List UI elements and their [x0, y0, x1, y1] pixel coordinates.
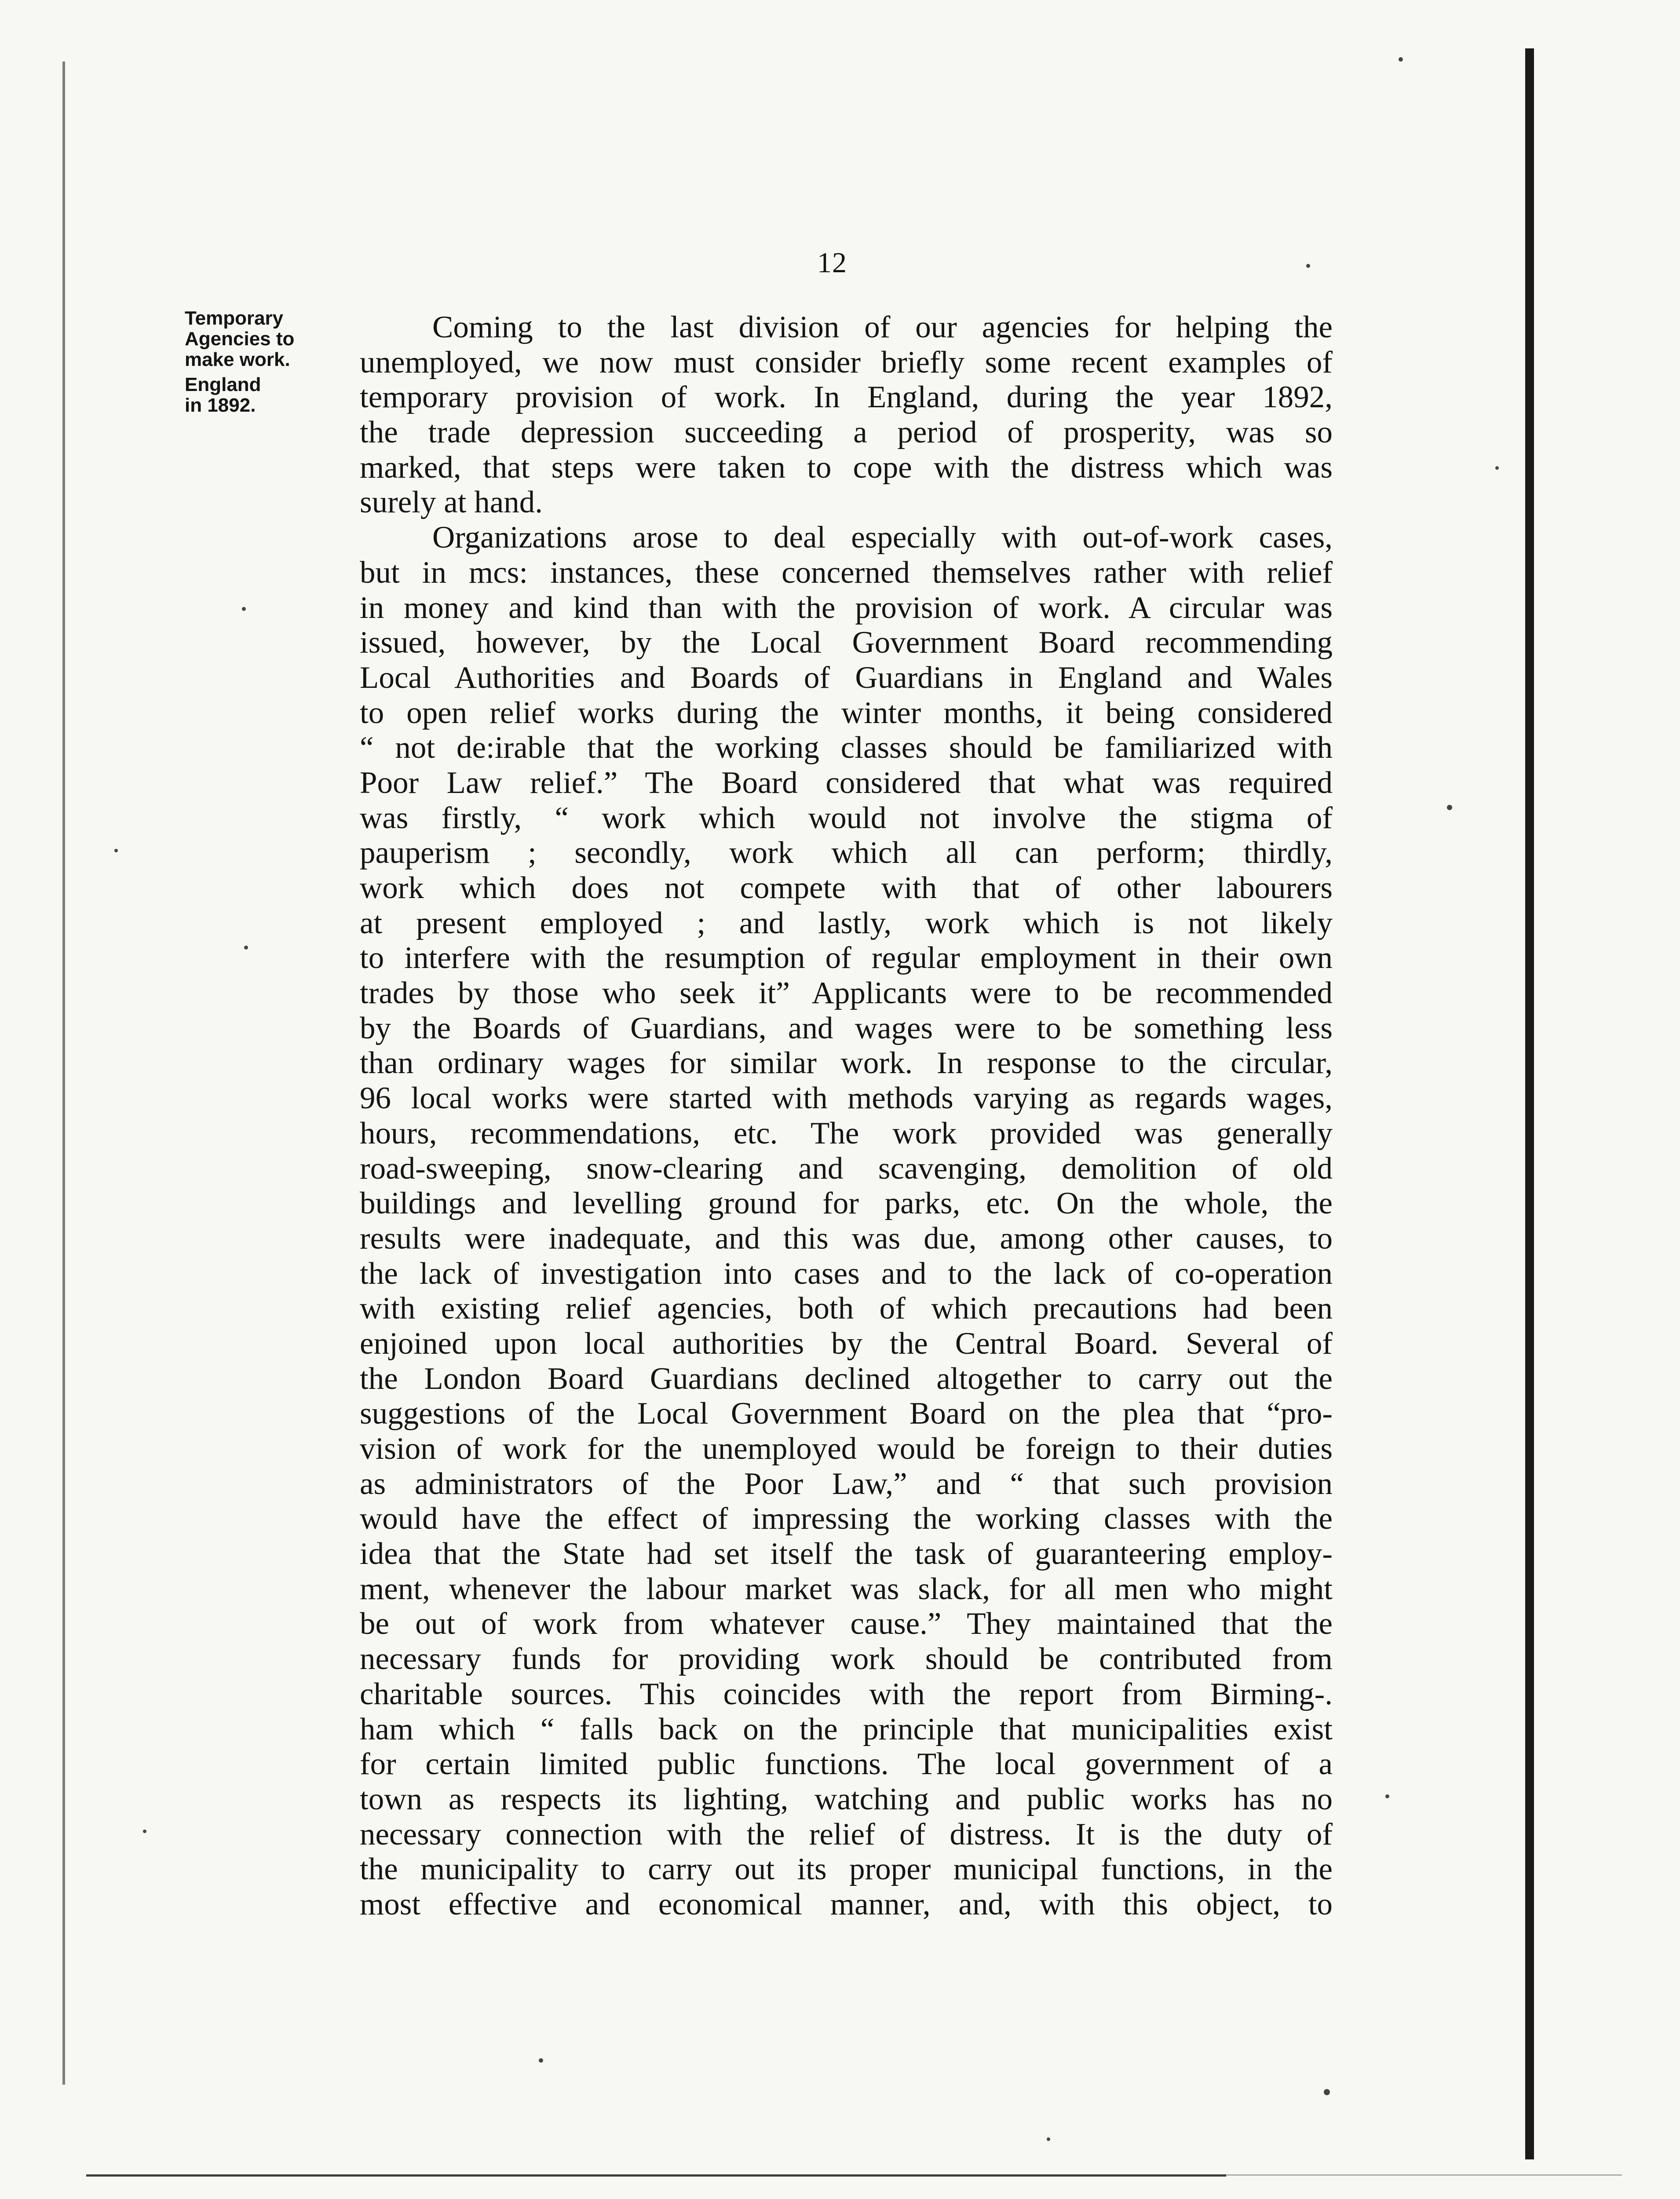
- text-line: with existing relief agencies, both of which precautions had been: [360, 1291, 1333, 1326]
- text-line: marked, that steps were taken to cope with the distress which was: [360, 450, 1333, 485]
- bottom-edge-line-faint: [1226, 2174, 1622, 2176]
- text-line: ham which “ falls back on the principle that municipalities exist: [360, 1712, 1333, 1746]
- body-text: [360, 310, 1333, 1922]
- margin-note-line: Agencies to: [185, 328, 295, 350]
- text-line: hours, recommendations, etc. The work provided was generally: [360, 1116, 1333, 1151]
- text-line: be out of work from whatever cause.” They maintained that the: [360, 1607, 1333, 1641]
- text-line: surely at hand.: [360, 485, 543, 520]
- scan-speck: [1047, 2137, 1050, 2141]
- text-line: in money and kind than with the provision of work. A circular was: [360, 590, 1333, 625]
- text-line: vision of work for the unemployed would be foreign to their duties: [360, 1432, 1333, 1466]
- scan-speck: [539, 2058, 543, 2063]
- text-line: charitable sources. This coincides with the report from Birming-.: [360, 1677, 1333, 1711]
- text-line: necessary connection with the relief of distress. It is the duty of: [360, 1817, 1333, 1852]
- left-binding-edge: [62, 62, 65, 2085]
- text-line: the trade depression succeeding a period of prosperity, was so: [360, 415, 1333, 450]
- margin-note-block: [185, 374, 369, 416]
- scan-speck: [244, 946, 248, 950]
- text-line: was firstly, “ work which would not involve the stigma of: [360, 800, 1333, 835]
- scan-speck: [242, 607, 246, 611]
- text-line: the municipality to carry out its proper municipal functions, in the: [360, 1852, 1333, 1887]
- text-line: idea that the State had set itself the task of guaranteering employ-: [360, 1537, 1333, 1571]
- margin-note-block: [185, 308, 369, 370]
- scan-speck: [1495, 466, 1499, 470]
- text-line: would have the effect of impressing the working classes with the: [360, 1501, 1333, 1536]
- text-line: unemployed, we now must consider briefly some recent examples of: [360, 345, 1333, 380]
- text-line: Local Authorities and Boards of Guardians in England and Wales: [360, 660, 1333, 695]
- text-line: to open relief works during the winter months, it being considered: [360, 695, 1333, 730]
- text-line: ment, whenever the labour market was slack, for all men who might: [360, 1571, 1333, 1606]
- margin-note-line: Temporary: [185, 307, 284, 329]
- text-line: Organizations arose to deal especially with out-of-work cases,: [432, 520, 1333, 555]
- text-line: trades by those who seek it” Applicants were to be recommended: [360, 976, 1333, 1011]
- margin-note-line: make work.: [185, 349, 290, 370]
- scan-speck: [1447, 805, 1452, 810]
- text-line: “ not de:irable that the working classes should be familiarized with: [360, 731, 1333, 765]
- text-line: work which does not compete with that of other labourers: [360, 871, 1333, 905]
- page-number: 12: [817, 247, 847, 279]
- text-line: Coming to the last division of our agencies for helping the: [432, 310, 1333, 344]
- text-line: issued, however, by the Local Government Board recommending: [360, 625, 1333, 660]
- text-line: at present employed ; and lastly, work which is not likely: [360, 906, 1333, 940]
- text-line: results were inadequate, and this was due, among other causes, to: [360, 1221, 1333, 1256]
- scan-speck: [1399, 57, 1403, 62]
- text-line: enjoined upon local authorities by the Central Board. Several of: [360, 1326, 1333, 1361]
- text-line: as administrators of the Poor Law,” and “ that such provision: [360, 1466, 1333, 1501]
- text-line: suggestions of the Local Government Board on the plea that “pro-: [360, 1396, 1333, 1431]
- bottom-edge-line: [86, 2174, 1226, 2177]
- scan-speck: [114, 849, 118, 852]
- text-line: by the Boards of Guardians, and wages were to be something less: [360, 1011, 1333, 1045]
- scan-speck: [143, 1830, 146, 1833]
- text-line: necessary funds for providing work should be contributed from: [360, 1642, 1333, 1677]
- scan-speck: [1324, 2089, 1330, 2095]
- scan-speck: [1306, 264, 1310, 268]
- text-line: most effective and economical manner, and, with this object, to: [360, 1887, 1333, 1921]
- text-line: the London Board Guardians declined altogether to carry out the: [360, 1361, 1333, 1396]
- text-line: but in mcs: instances, these concerned themselves rather with relief: [360, 555, 1333, 590]
- text-line: pauperism ; secondly, work which all can perform; thirdly,: [360, 836, 1333, 870]
- text-line: town as respects its lighting, watching and public works has no: [360, 1782, 1333, 1816]
- text-line: Poor Law relief.” The Board considered that what was required: [360, 765, 1333, 800]
- text-line: than ordinary wages for similar work. In response to the circular,: [360, 1046, 1333, 1081]
- text-line: road-sweeping, snow-clearing and scavenging, demolition of old: [360, 1151, 1333, 1186]
- text-line: temporary provision of work. In England, during the year 1892,: [360, 380, 1333, 415]
- margin-note-line: in 1892.: [185, 395, 256, 416]
- text-line: for certain limited public functions. The local government of a: [360, 1747, 1333, 1782]
- scan-speck: [1385, 1794, 1389, 1798]
- text-line: the lack of investigation into cases and to the lack of co-operation: [360, 1256, 1333, 1291]
- text-line: buildings and levelling ground for parks, etc. On the whole, the: [360, 1186, 1333, 1221]
- text-line: to interfere with the resumption of regular employment in their own: [360, 941, 1333, 975]
- right-binding-edge: [1525, 48, 1534, 2159]
- margin-note-line: England: [185, 374, 261, 395]
- margin-note: [185, 308, 369, 420]
- text-line: 96 local works were started with methods varying as regards wages,: [360, 1081, 1333, 1116]
